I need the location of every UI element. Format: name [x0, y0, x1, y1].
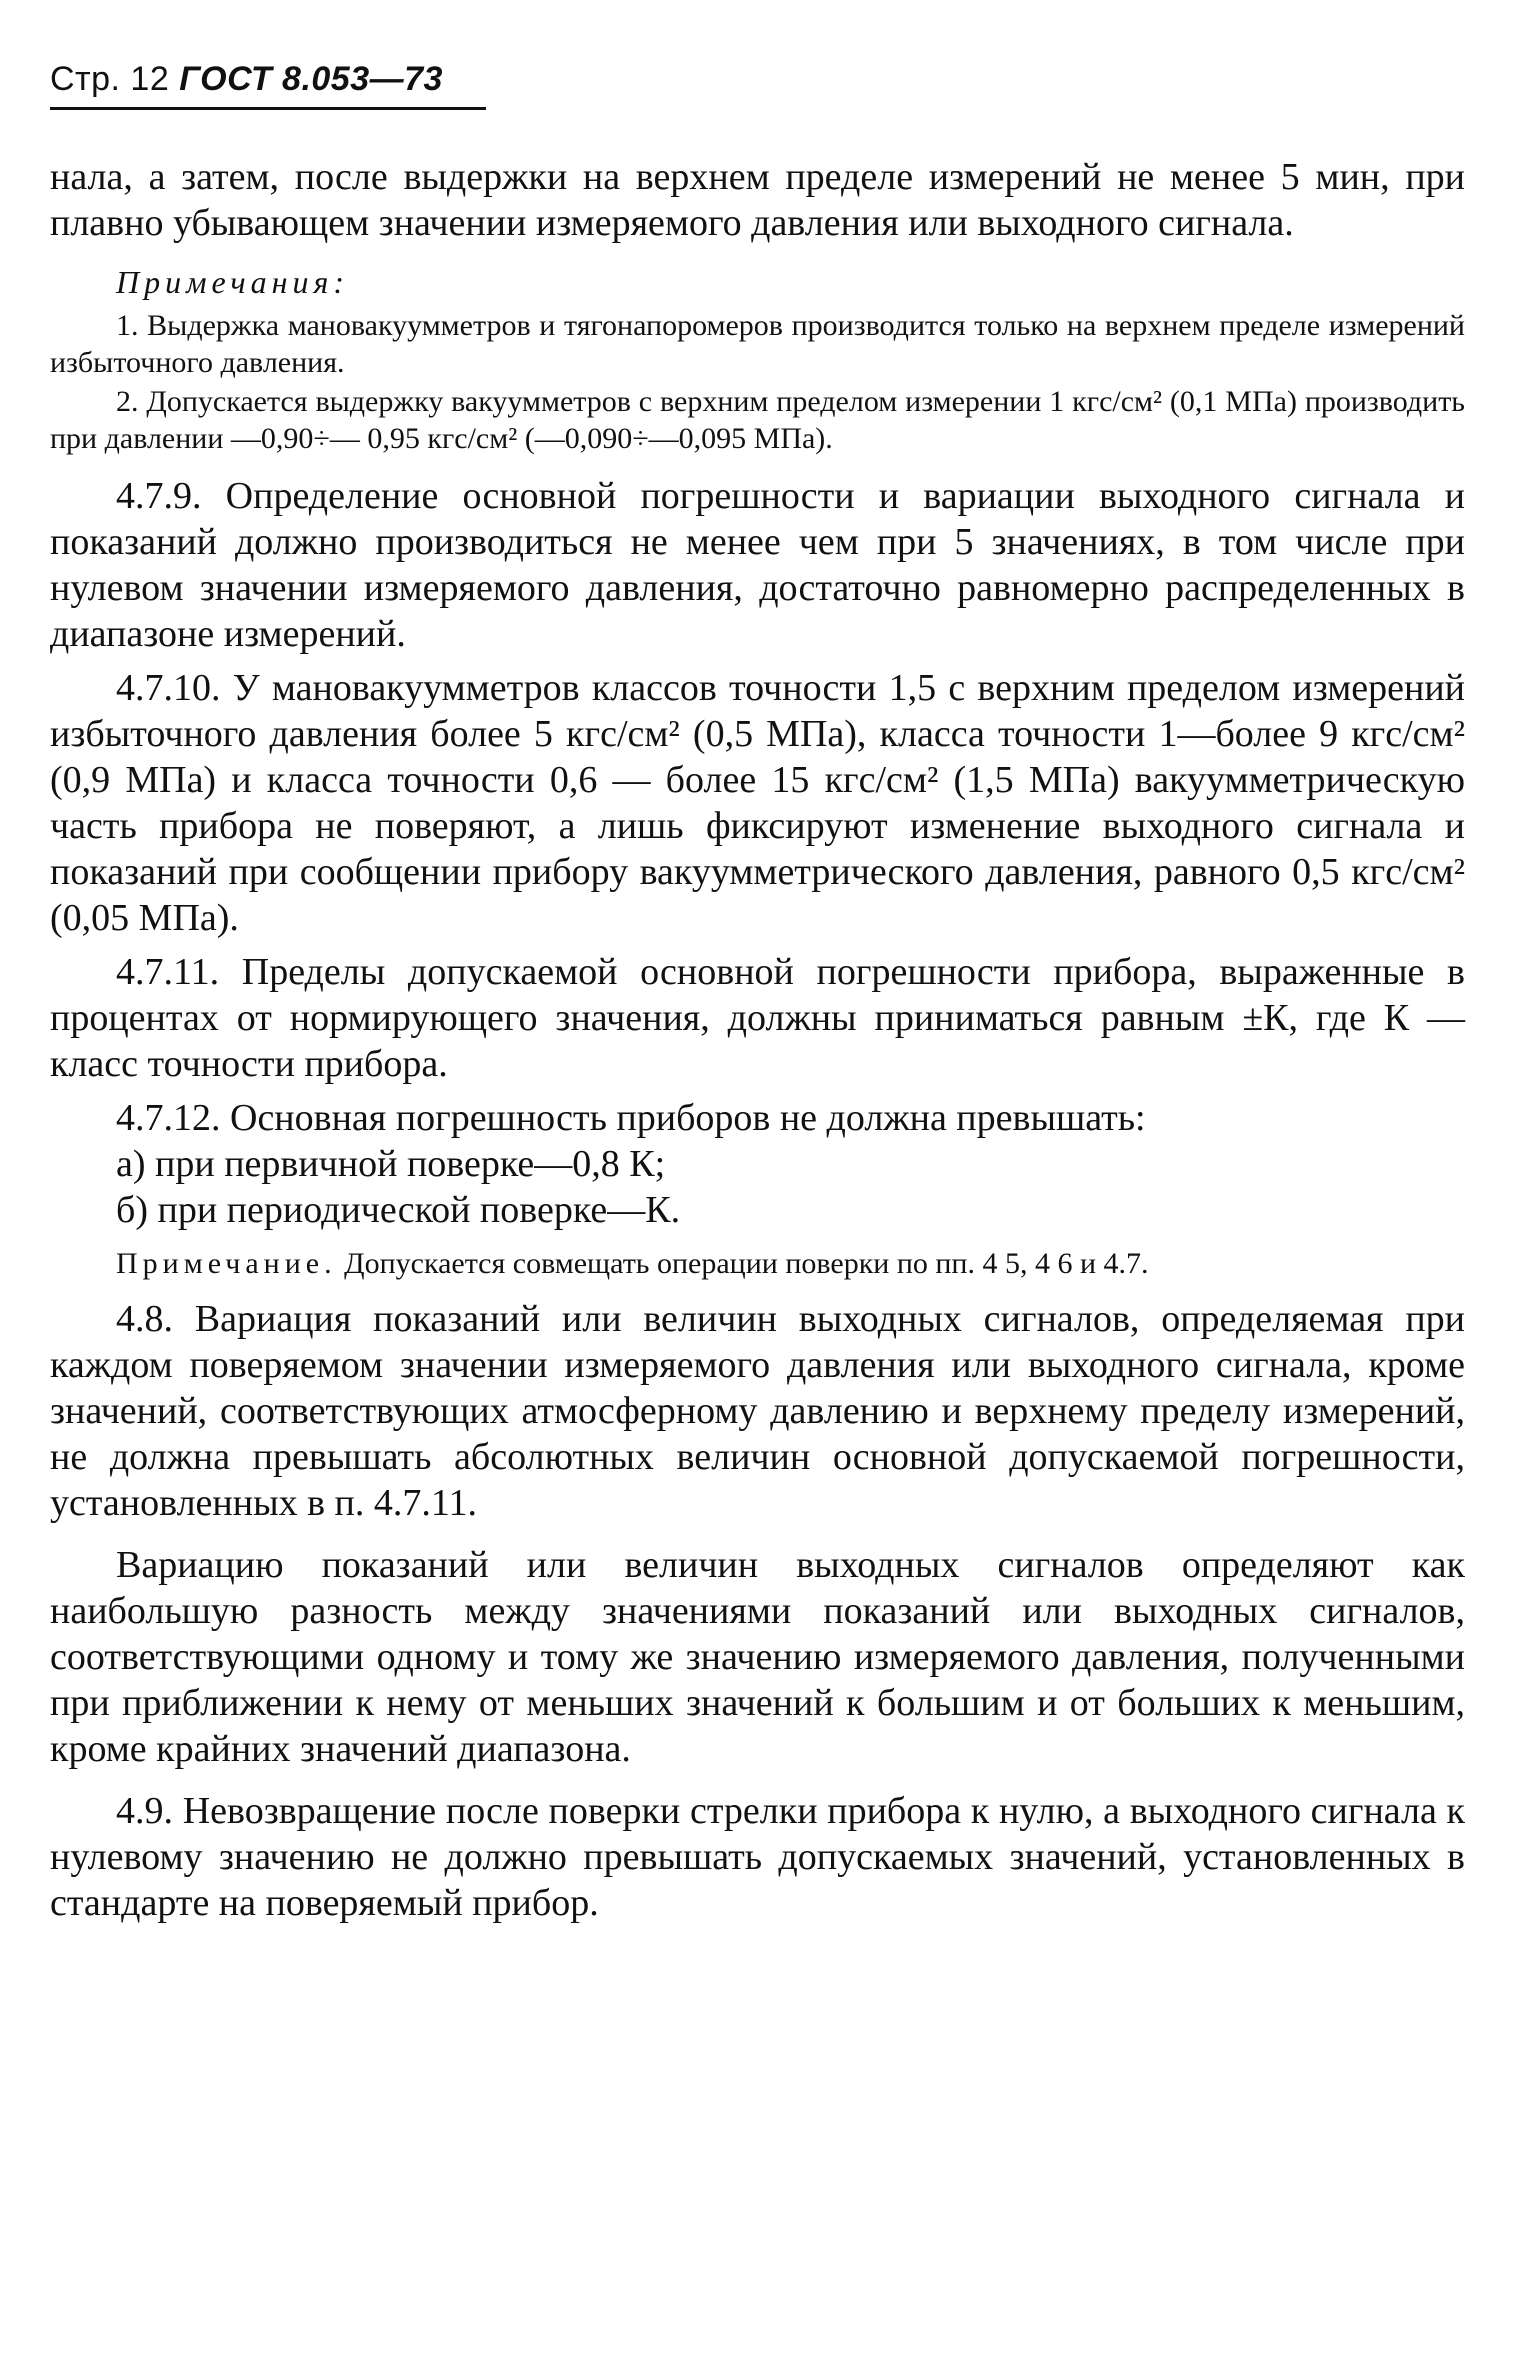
paragraph-continuation: нала, а затем, после выдержки на верхнем пределе измерений не менее 5 мин, при плавно убывающем значении измеряемого давления или выходного сигнала. — [50, 156, 1465, 244]
note-combined-operations — [50, 1245, 1465, 1282]
paragraph-4-7-12: 4.7.12. Основная погрешность приборов не должна превышать: — [116, 1097, 1146, 1139]
note-item-1: 1. Выдержка мановакуумметров и тягонапоромеров производится только на верхнем пределе измерений избыточного давления. — [50, 309, 1465, 379]
page-number: Стр. 12 — [50, 60, 170, 98]
paragraph-4-7-9: 4.7.9. Определение основной погрешности и вариации выходного сигнала и показаний должно производиться не менее чем при 5 значениях, в том числе при нулевом значении измеряемого давления, достаточно равномерно распределенных в диапазоне измерений. — [50, 475, 1465, 655]
notes-title: Примечания: — [116, 264, 349, 300]
note-item-2: 2. Допускается выдержку вакуумметров с верхним пределом измерении 1 кгс/см² (0,1 МПа) производить при давлении —0,90÷— 0,95 кгс/см² (—0,090÷—0,095 МПа). — [50, 385, 1465, 455]
note-label: Примечание. — [116, 1247, 337, 1280]
page-header — [50, 60, 443, 105]
document-page — [50, 60, 1465, 1934]
list-item-b: б) при периодической поверке—К. — [116, 1189, 681, 1231]
list-item-a: а) при первичной поверке—0,8 К; — [116, 1143, 666, 1185]
paragraph-variation: Вариацию показаний или величин выходных сигналов определяют как наибольшую разность между значениями показаний или выходных сигналов, соответствующими одному и тому же значению измеряемого давления, полученными при приближении к нему от меньших значений к большим и от больших к меньшим, кроме крайних значений диапазона. — [50, 1544, 1465, 1770]
paragraph-4-7-10: 4.7.10. У мановакуумметров классов точности 1,5 с верхним пределом измерений избыточного давления более 5 кгс/см² (0,5 МПа), класса точности 1—более 9 кгс/см² (0,9 МПа) и класса точности 0,6 — более 15 кгс/см² (1,5 МПа) вакуумметрическую часть прибора не поверяют, а лишь фиксируют изменение выходного сигнала и показаний при сообщении прибору вакуумметрического давления, равного 0,5 кгс/см² (0,05 МПа). — [50, 667, 1465, 939]
standard-number: ГОСТ 8.053—73 — [179, 60, 443, 98]
header-rule — [50, 107, 486, 110]
note-text: Допускается совмещать операции поверки по пп. 4 5, 4 6 и 4.7. — [336, 1247, 1149, 1280]
paragraph-4-9: 4.9. Невозвращение после поверки стрелки прибора к нулю, а выходного сигнала к нулевому значению не должно превышать допускаемых значений, установленных в стандарте на поверяемый прибор. — [50, 1790, 1465, 1924]
paragraph-4-8: 4.8. Вариация показаний или величин выходных сигналов, определяемая при каждом поверяемом значении измеряемого давления или выходного сигнала, кроме значений, соответствующих атмосферному давлению и верхнему пределу измерений, не должна превышать абсолютных величин основной допускаемой погрешности, установленных в п. 4.7.11. — [50, 1298, 1465, 1524]
paragraph-4-7-11: 4.7.11. Пределы допускаемой основной погрешности прибора, выраженные в процентах от нормирующего значения, должны приниматься равным ±К, где К — класс точности прибора. — [50, 951, 1465, 1085]
